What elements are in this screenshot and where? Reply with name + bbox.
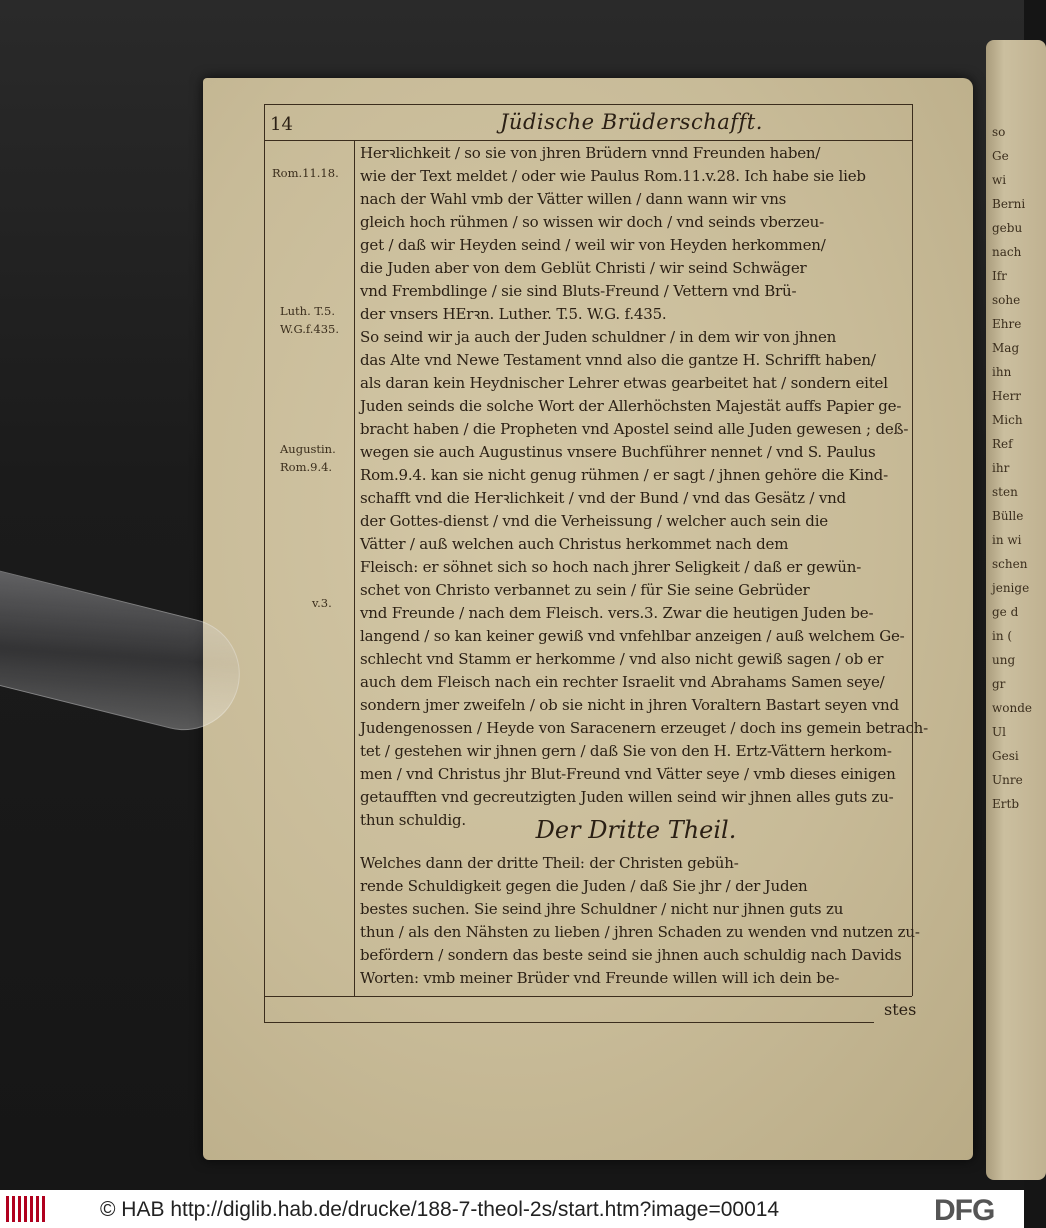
text-line: wegen sie auch Augustinus vnsere Buchführer nennet / vnd S. Paulus xyxy=(360,443,876,461)
header-rule-bottom xyxy=(264,140,912,141)
text-line: vnd Freunde / nach dem Fleisch. vers.3. Zwar die heutigen Juden be- xyxy=(360,604,874,622)
adjacent-page-fragment: wonde xyxy=(992,701,1033,715)
adjacent-page-fragment: Ertb xyxy=(992,797,1019,811)
text-line: So seind wir ja auch der Juden schuldner / in dem wir von jhnen xyxy=(360,328,837,346)
adjacent-page-fragment: sohe xyxy=(992,293,1021,307)
margin-note: Rom.9.4. xyxy=(280,460,333,474)
adjacent-page-fragment: Gesi xyxy=(992,749,1019,763)
text-line: die Juden aber von dem Geblüt Christi / wir seind Schwäger xyxy=(360,259,807,277)
text-line: Herꝛlichkeit / so sie von jhren Brüdern vnnd Freunden haben/ xyxy=(360,144,821,162)
body-text xyxy=(360,142,928,832)
text-line: men / vnd Christus jhr Blut-Freund vnd Vätter seye / vmb dieses einigen xyxy=(360,765,896,783)
adjacent-page-fragment: ihn xyxy=(992,365,1012,379)
text-line: sondern jmer zweifeln / ob sie nicht in jhren Voraltern Bastart seyen vnd xyxy=(360,696,899,714)
adjacent-page-fragment: so xyxy=(992,125,1006,139)
margin-note: W.G.f.435. xyxy=(280,322,340,336)
text-line: der vnsers HErꝛn. Luther. T.5. W.G. f.435. xyxy=(360,305,667,323)
text-line: get / daß wir Heyden seind / weil wir von Heyden herkommen/ xyxy=(360,236,826,254)
text-line: Fleisch: er söhnet sich so hoch nach jhrer Seligkeit / daß er gewün- xyxy=(360,558,862,576)
adjacent-page-fragment: in wi xyxy=(992,533,1022,547)
dfg-logo: DFG xyxy=(934,1194,995,1227)
text-line: der Gottes-dienst / vnd die Verheissung / welcher auch sein die xyxy=(360,512,828,530)
adjacent-page-fragment: Mich xyxy=(992,413,1023,427)
running-head: Jüdische Brüderschafft. xyxy=(500,110,763,134)
header-rule-top xyxy=(264,104,912,105)
adjacent-page-fragment: nach xyxy=(992,245,1022,259)
page-number: 14 xyxy=(270,114,293,135)
section-title: Der Dritte Theil. xyxy=(535,816,737,844)
text-line: befördern / sondern das beste seind sie jhnen auch schuldig nach Davids xyxy=(360,946,902,964)
margin-note: Luth. T.5. xyxy=(280,304,335,318)
catchword: stes xyxy=(884,1000,917,1019)
text-line: bracht haben / die Propheten vnd Apostel seind alle Juden gewesen ; deß- xyxy=(360,420,909,438)
text-line: schafft vnd die Herꝛlichkeit / vnd der Bund / vnd das Gesätz / vnd xyxy=(360,489,846,507)
adjacent-page-fragment: Berni xyxy=(992,197,1026,211)
adjacent-page-fragment: gebu xyxy=(992,221,1023,235)
adjacent-page-fragment: Ul xyxy=(992,725,1006,739)
adjacent-page-fragment: Unre xyxy=(992,773,1023,787)
frame-left-rule xyxy=(264,104,265,1022)
text-line: bestes suchen. Sie seind jhre Schuldner / nicht nur jhnen guts zu xyxy=(360,900,844,918)
footer-copyright-link[interactable]: © HAB http://diglib.hab.de/drucke/188-7-theol-2s/start.htm?image=00014 xyxy=(100,1198,780,1221)
margin-note: Augustin. xyxy=(280,442,336,456)
text-line: als daran kein Heydnischer Lehrer etwas gearbeitet hat / sondern eitel xyxy=(360,374,888,392)
margin-divider-rule xyxy=(354,140,355,996)
text-line: langend / so kan keiner gewiß vnd vnfehlbar anzeigen / auß welchem Ge- xyxy=(360,627,905,645)
text-line: Juden seinds die solche Wort der Allerhöchsten Majestät auffs Papier ge- xyxy=(360,397,902,415)
frame-bottom-rule-2 xyxy=(264,1022,874,1023)
text-line: schet von Christo verbannet zu sein / für Sie seine Gebrüder xyxy=(360,581,810,599)
text-line: das Alte vnd Newe Testament vnnd also die gantze H. Schrifft haben/ xyxy=(360,351,876,369)
margin-note: v.3. xyxy=(312,596,332,610)
text-line: auch dem Fleisch nach ein rechter Israelit vnd Abrahams Samen seye/ xyxy=(360,673,885,691)
text-line: getaufften vnd gecreutzigten Juden willen seind wir jhnen alles guts zu- xyxy=(360,788,894,806)
adjacent-page-fragment: wi xyxy=(992,173,1007,187)
hab-logo-icon xyxy=(6,1196,48,1222)
adjacent-page-fragment: schen xyxy=(992,557,1028,571)
text-line: gleich hoch rühmen / so wissen wir doch / vnd seinds vberzeu- xyxy=(360,213,824,231)
text-line: tet / gestehen wir jhnen gern / daß Sie von den H. Ertz-Vättern herkom- xyxy=(360,742,892,760)
text-line: Welches dann der dritte Theil: der Christen gebüh- xyxy=(360,854,739,872)
text-line: schlecht vnd Stamm er herkomme / vnd also nicht gewiß sagen / ob er xyxy=(360,650,884,668)
adjacent-page-fragment: ihr xyxy=(992,461,1010,475)
text-line: Rom.9.4. kan sie nicht genug rühmen / er sagt / jhnen gehöre die Kind- xyxy=(360,466,888,484)
text-line: thun schuldig. xyxy=(360,811,466,829)
text-line: Vätter / auß welchen auch Christus herkommet nach dem xyxy=(360,535,789,553)
adjacent-page-fragment: Ifr xyxy=(992,269,1007,283)
adjacent-page-fragment: sten xyxy=(992,485,1018,499)
adjacent-page-fragment: jenige xyxy=(992,581,1030,595)
text-line: nach der Wahl vmb der Vätter willen / dann wann wir vns xyxy=(360,190,787,208)
text-line: vnd Frembdlinge / sie sind Bluts-Freund / Vettern vnd Brü- xyxy=(360,282,797,300)
adjacent-page-fragment: Bülle xyxy=(992,509,1024,523)
adjacent-page-fragment: in ( xyxy=(992,629,1013,643)
adjacent-page-fragment: Ehre xyxy=(992,317,1022,331)
footer-bar xyxy=(0,1190,1024,1228)
text-line: wie der Text meldet / oder wie Paulus Rom.11.v.28. Ich habe sie lieb xyxy=(360,167,866,185)
body-text-continued xyxy=(360,852,920,990)
text-line: Judengenossen / Heyde von Saracenern erzeuget / doch ins gemein betrach- xyxy=(360,719,928,737)
text-line: rende Schuldigkeit gegen die Juden / daß Sie jhr / der Juden xyxy=(360,877,808,895)
margin-note: Rom.11.18. xyxy=(272,166,339,180)
adjacent-page-fragment: Mag xyxy=(992,341,1020,355)
frame-bottom-rule xyxy=(264,996,912,997)
text-line: thun / als den Nähsten zu lieben / jhren Schaden zu wenden vnd nutzen zu- xyxy=(360,923,920,941)
adjacent-page-fragment: Ref xyxy=(992,437,1013,451)
frame-right-rule xyxy=(912,104,913,996)
adjacent-page-text xyxy=(992,120,1033,816)
adjacent-page-fragment: Ge xyxy=(992,149,1009,163)
adjacent-page-fragment: Herr xyxy=(992,389,1022,403)
text-line: Worten: vmb meiner Brüder vnd Freunde willen will ich dein be- xyxy=(360,969,840,987)
adjacent-page-fragment: ung xyxy=(992,653,1016,667)
adjacent-page-fragment: ge d xyxy=(992,605,1019,619)
adjacent-page-fragment: gr xyxy=(992,677,1006,691)
